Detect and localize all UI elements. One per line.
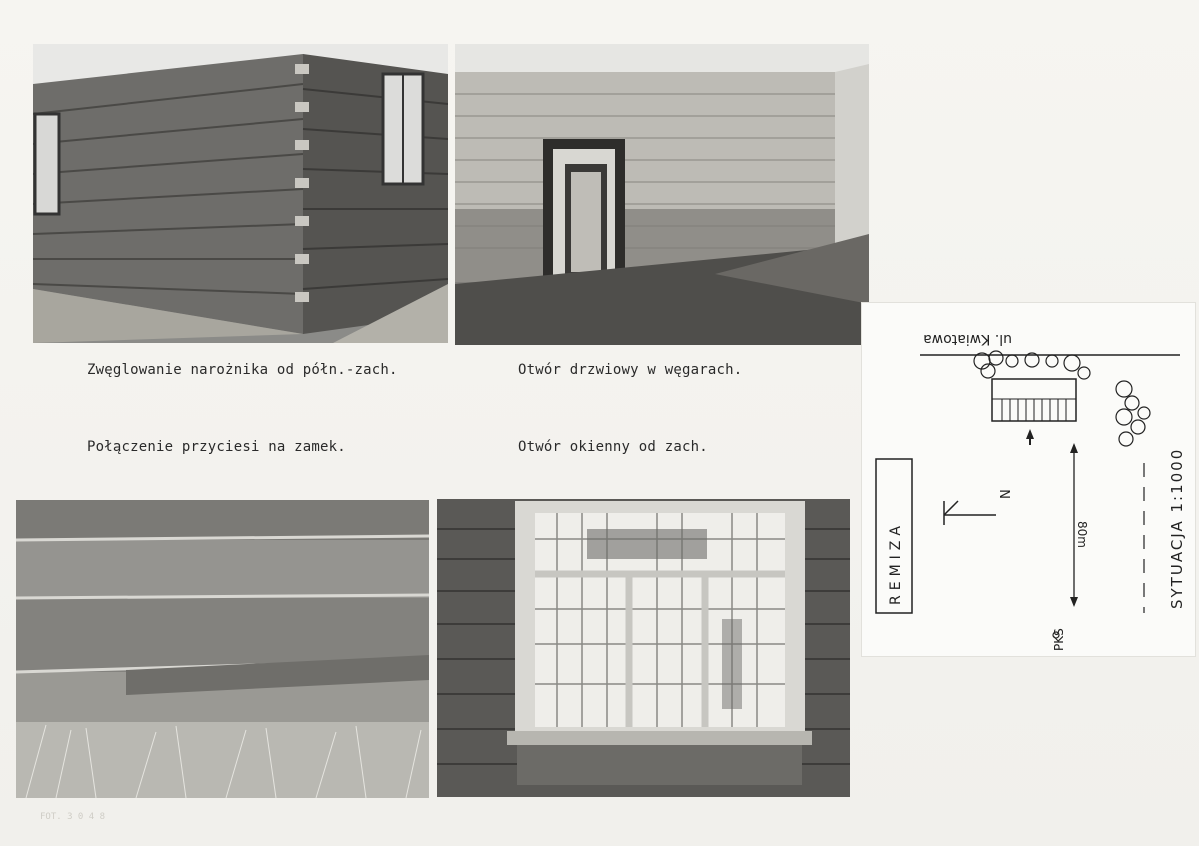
photo-door-opening — [455, 44, 869, 345]
caption-corner-charring: Zwęglowanie narożnika od półn.-zach. — [87, 362, 398, 378]
caption-window-opening: Otwór okienny od zach. — [518, 439, 708, 455]
site-sketch — [862, 303, 1195, 656]
photo-sill-joint — [16, 500, 429, 798]
photo-corner-charring — [33, 44, 448, 343]
photo-window-opening — [437, 499, 850, 797]
north-label: N — [999, 489, 1014, 499]
distance-label: 80m — [1075, 521, 1089, 548]
street-label: ul. Kwiatowa — [923, 331, 1012, 347]
building-label: REMIZA — [888, 521, 904, 605]
footer-mark: FOT. 3 0 4 8 — [40, 812, 106, 822]
bus-stop-label: PKS — [1052, 628, 1066, 651]
caption-sill-joint: Połączenie przyciesi na zamek. — [87, 439, 346, 455]
caption-door-opening: Otwór drzwiowy w węgarach. — [518, 362, 743, 378]
sketch-title: SYTUACJA 1:1000 — [1168, 447, 1186, 609]
